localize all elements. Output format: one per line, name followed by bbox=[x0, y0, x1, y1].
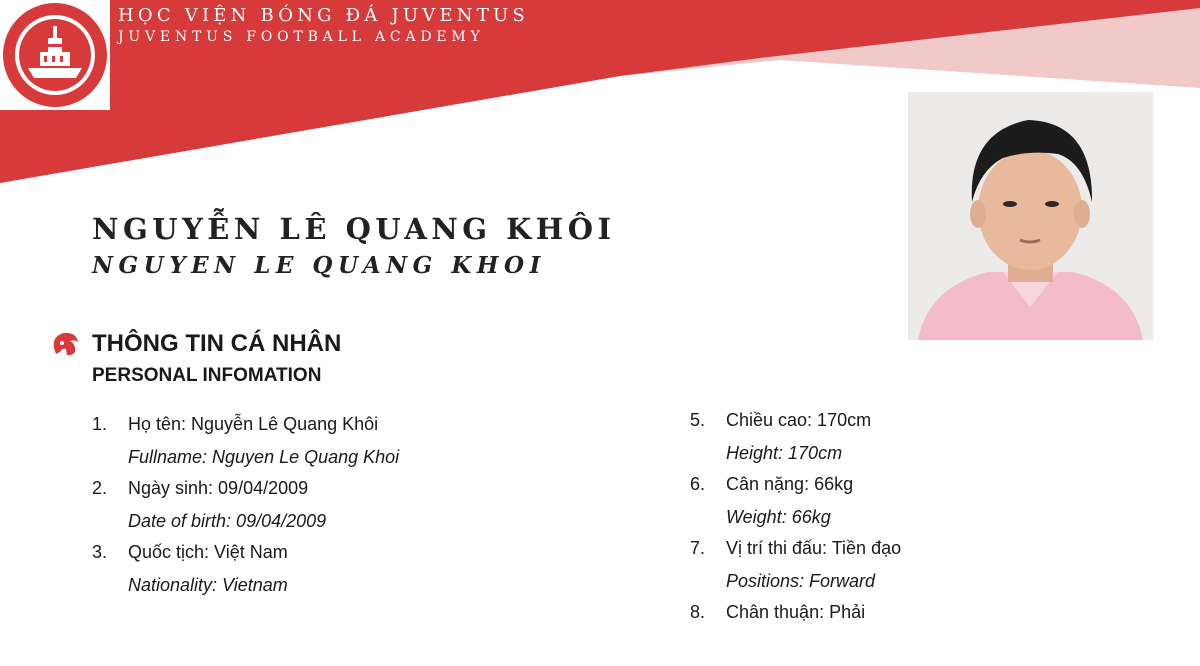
item-text-vn: Chân thuận: Phải bbox=[726, 602, 866, 622]
gladiator-helmet-icon bbox=[50, 330, 82, 358]
item-text-vn: Cân nặng: 66kg bbox=[726, 474, 854, 494]
item-number: 6. bbox=[690, 474, 706, 494]
academy-name-vn: HỌC VIỆN BÓNG ĐÁ JUVENTUS bbox=[118, 5, 529, 26]
player-photo bbox=[908, 92, 1153, 340]
item-number: 3. bbox=[92, 542, 108, 562]
section-title: THÔNG TIN CÁ NHÂN bbox=[92, 330, 342, 357]
item-text-en: Fullname: Nguyen Le Quang Khoi bbox=[128, 447, 400, 467]
item-text-en: Nationality: Vietnam bbox=[128, 575, 288, 595]
item-number: 5. bbox=[690, 410, 706, 430]
item-number: 2. bbox=[92, 478, 108, 498]
item-text-vn: Chiều cao: 170cm bbox=[726, 410, 872, 430]
item-number: 1. bbox=[92, 414, 108, 434]
item-number: 8. bbox=[690, 602, 706, 622]
item-text-en: Height: 170cm bbox=[726, 443, 843, 463]
section-subtitle: PERSONAL INFOMATION bbox=[92, 365, 322, 386]
player-name-en: NGUYEN LE QUANG KHOI bbox=[92, 252, 546, 279]
item-text-vn: Họ tên: Nguyễn Lê Quang Khôi bbox=[128, 414, 379, 434]
item-text-vn: Vị trí thi đấu: Tiền đạo bbox=[726, 538, 902, 558]
club-logo bbox=[0, 0, 110, 110]
academy-name-en: JUVENTUS FOOTBALL ACADEMY bbox=[118, 29, 485, 45]
item-text-en: Positions: Forward bbox=[726, 571, 876, 591]
item-text-vn: Quốc tịch: Việt Nam bbox=[128, 542, 288, 562]
player-name-vn: NGUYỄN LÊ QUANG KHÔI bbox=[92, 212, 616, 246]
item-text-en: Weight: 66kg bbox=[726, 507, 831, 527]
item-number: 7. bbox=[690, 538, 706, 558]
item-text-en: Date of birth: 09/04/2009 bbox=[128, 511, 327, 531]
item-text-vn: Ngày sinh: 09/04/2009 bbox=[128, 478, 309, 498]
